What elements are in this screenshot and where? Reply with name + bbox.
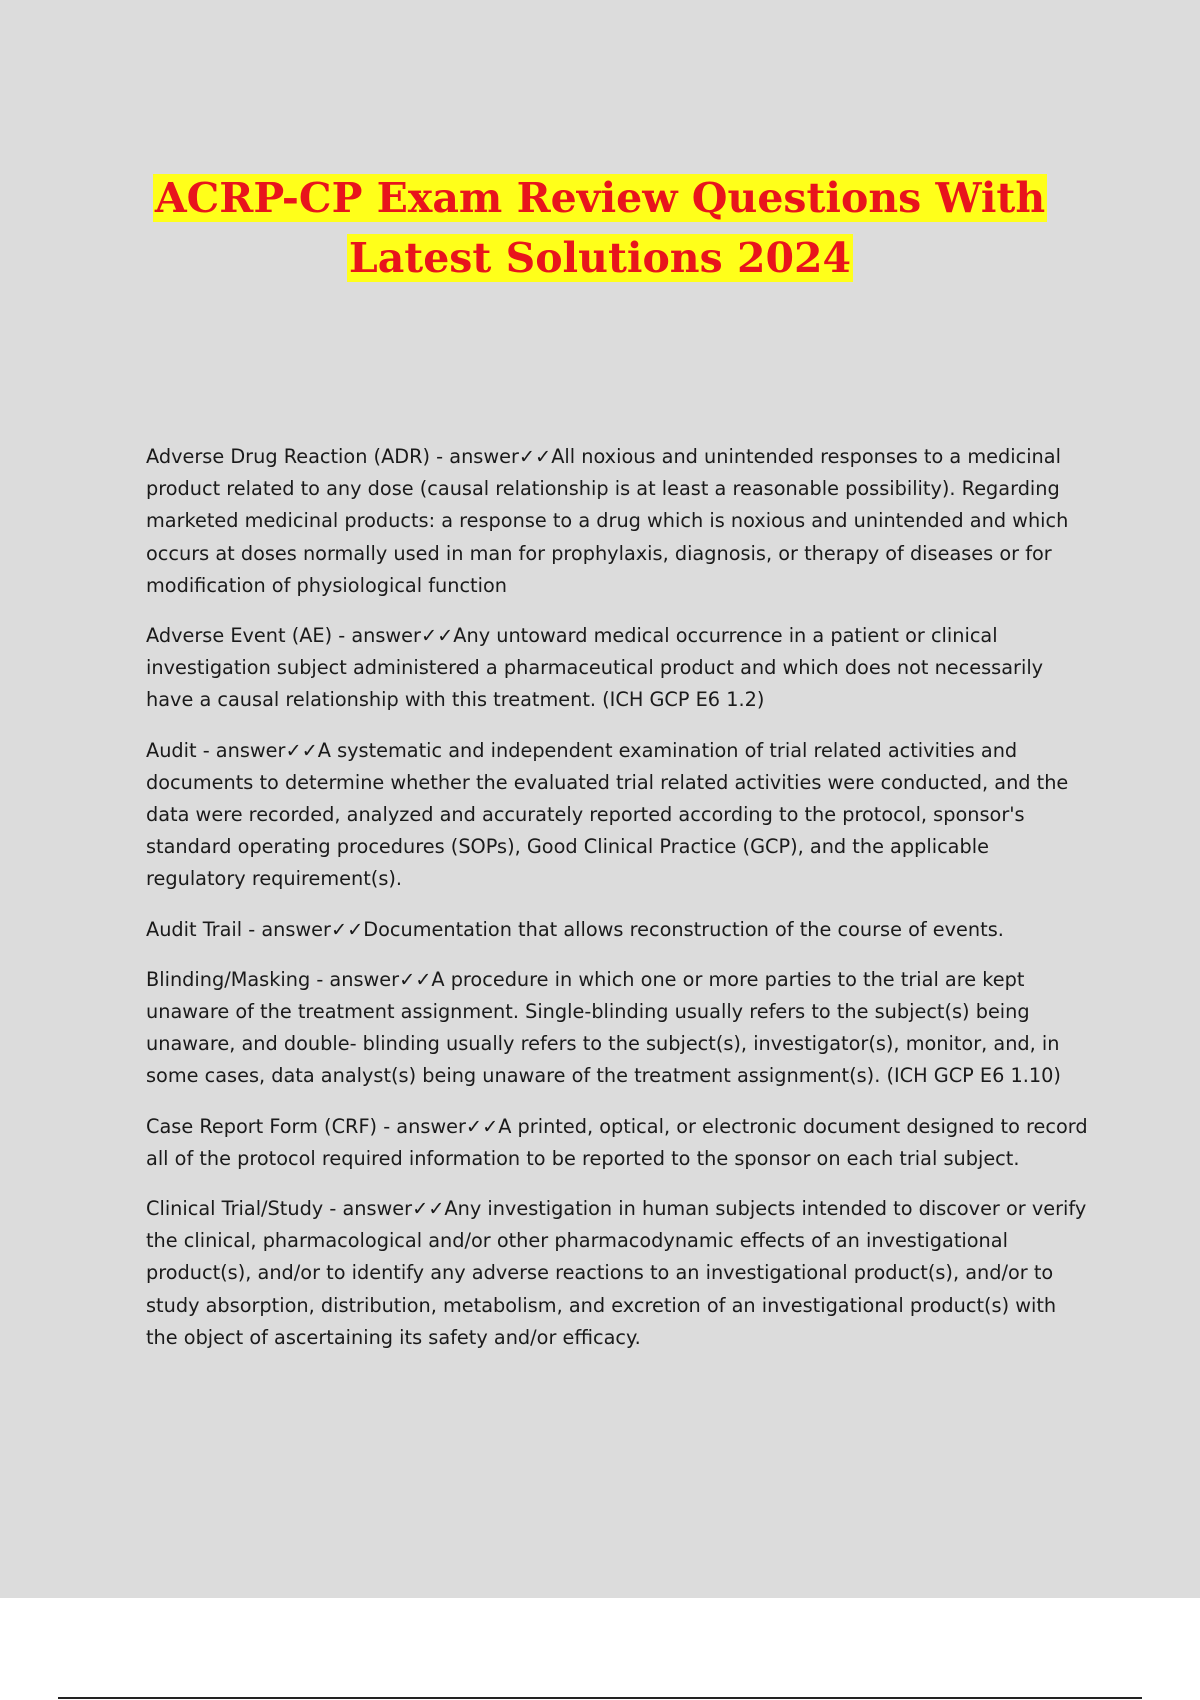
entry-term: Audit [146, 738, 197, 762]
entry-term: Case Report Form (CRF) [146, 1114, 378, 1138]
answer-separator: - answer [323, 1197, 413, 1221]
entry-definition: A procedure in which one or more parties to the trial are kept unaware of the treatment assignment. Single-blinding usually refers to the subject(s) being unaware, and double- blinding usually refers to the subject(s), investigator(s), monitor, and, in some cases, data analyst(s) being unaware of the treatment assignment(s). (ICH GCP E6 1.10) [146, 967, 1061, 1088]
title-line-1: ACRP-CP Exam Review Questions With [154, 174, 1046, 222]
entry-definition: Documentation that allows reconstruction of the course of events. [363, 917, 1004, 941]
glossary-entry [146, 1193, 1092, 1354]
entry-definition: All noxious and unintended responses to a medicinal product related to any dose (causal relationship is at least a reasonable possibility). Regarding marketed medicinal products: a response to a drug which is noxious and unintended and which occurs at doses normally used in man for prophylaxis, diagnosis, or therapy of diseases or for modification of physiological function [146, 445, 1069, 597]
glossary-entry [146, 1111, 1092, 1175]
glossary-entry [146, 620, 1092, 717]
entry-term: Clinical Trial/Study [146, 1197, 324, 1221]
check-marks-icon: ✓✓ [420, 624, 454, 648]
glossary-entry [146, 914, 1092, 946]
answer-separator: - answer [377, 1114, 466, 1138]
glossary-entries [146, 441, 1092, 1372]
entry-definition: Any untoward medical occurrence in a patient or clinical investigation subject administered a pharmaceutical product and which does not necessarily have a causal relationship with this treatment. (ICH GCP E6 1.2) [146, 624, 1044, 712]
check-marks-icon: ✓✓ [465, 1114, 499, 1138]
entry-term: Audit Trail [146, 917, 243, 941]
entry-definition: Any investigation in human subjects intended to discover or verify the clinical, pharmacological and/or other pharmacodynamic effects of an investigational product(s), and/or to identify any adverse reactions to an investigational product(s), and/or to study absorption, distribution, metabolism, and excretion of an investigational product(s) with the object of ascertaining its safety and/or efficacy. [146, 1197, 1087, 1349]
glossary-entry [146, 441, 1092, 602]
check-marks-icon: ✓✓ [330, 917, 364, 941]
check-marks-icon: ✓✓ [399, 967, 432, 991]
glossary-entry [146, 964, 1092, 1093]
answer-separator: - answer [196, 738, 286, 762]
footer-divider [58, 1697, 1142, 1699]
glossary-entry [146, 735, 1092, 896]
answer-separator: - answer [242, 917, 331, 941]
answer-separator: - answer [430, 445, 519, 468]
entry-term: Adverse Drug Reaction (ADR) [146, 445, 431, 468]
entry-definition: A printed, optical, or electronic document designed to record all of the protocol required information to be reported to the sponsor on each trial subject. [146, 1114, 1088, 1170]
entry-term: Blinding/Masking [146, 967, 311, 991]
title-line-2: Latest Solutions 2024 [348, 234, 852, 282]
entry-term: Adverse Event (AE) [146, 624, 333, 648]
check-marks-icon: ✓✓ [518, 445, 552, 468]
entry-definition: A systematic and independent examination of trial related activities and documents to determine whether the evaluated trial related activities were conducted, and the data were recorded, analyzed and accurately reported according to the protocol, sponsor's standard operating procedures (SOPs), Good Clinical Practice (GCP), and the applicable regulatory requirement(s). [146, 738, 1069, 891]
document-title [0, 168, 1200, 288]
answer-separator: - answer [310, 967, 400, 991]
answer-separator: - answer [332, 624, 421, 648]
check-marks-icon: ✓✓ [412, 1197, 445, 1221]
check-marks-icon: ✓✓ [285, 738, 318, 762]
